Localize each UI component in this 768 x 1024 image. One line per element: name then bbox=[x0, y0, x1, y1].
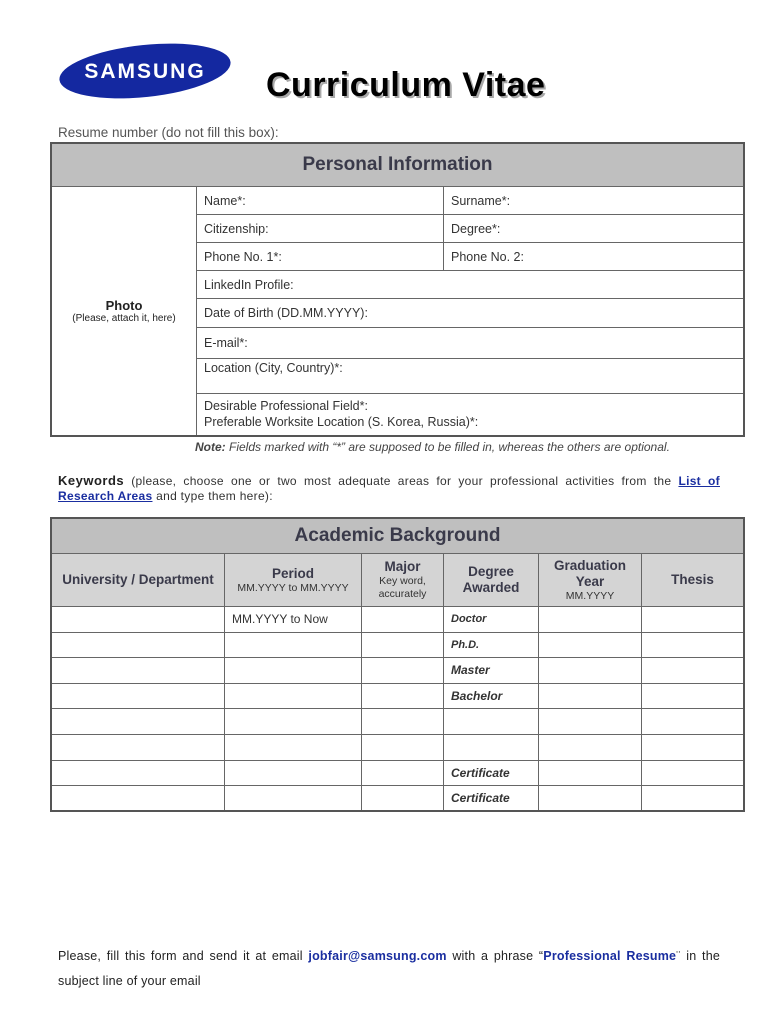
degree-cell[interactable]: Certificate bbox=[444, 786, 539, 812]
degree-cell[interactable]: Bachelor bbox=[444, 683, 539, 709]
col-period: Period MM.YYYY to MM.YYYY bbox=[225, 554, 362, 607]
photo-hint: (Please, attach it, here) bbox=[72, 312, 176, 324]
university-cell[interactable] bbox=[51, 683, 225, 709]
keywords-instructions bbox=[58, 473, 720, 504]
photo-label: Photo bbox=[105, 297, 143, 313]
personal-info-table bbox=[50, 142, 745, 437]
col-major: Major Key word, accurately bbox=[362, 554, 444, 607]
university-cell[interactable] bbox=[51, 632, 225, 658]
footer-text-1: Please, fill this form and send it at email bbox=[58, 949, 309, 963]
major-cell[interactable] bbox=[362, 683, 444, 709]
period-cell[interactable] bbox=[225, 658, 362, 684]
thesis-cell[interactable] bbox=[642, 734, 745, 760]
col-graduation: Graduation Year MM.YYYY bbox=[539, 554, 642, 607]
graduation-cell[interactable] bbox=[539, 632, 642, 658]
footer-text-3: ¨ in the subject line of your email bbox=[58, 949, 720, 988]
degree-cell[interactable]: Certificate bbox=[444, 760, 539, 786]
desirable-field-label: Desirable Professional Field*: bbox=[204, 399, 368, 414]
col-university: University / Department bbox=[51, 554, 225, 607]
period-cell[interactable] bbox=[225, 786, 362, 812]
research-areas-link[interactable]: List of Research Areas bbox=[58, 474, 720, 503]
university-cell[interactable] bbox=[51, 709, 225, 735]
period-cell[interactable] bbox=[225, 734, 362, 760]
period-cell[interactable] bbox=[225, 760, 362, 786]
logo-text: SAMSUNG bbox=[84, 60, 206, 83]
keywords-text-before: (please, choose one or two most adequate areas for your professional activities from the bbox=[124, 474, 679, 488]
personal-info-heading: Personal Information bbox=[51, 143, 744, 187]
graduation-cell[interactable] bbox=[539, 658, 642, 684]
keywords-label: Keywords bbox=[58, 473, 125, 488]
professional-field-cell[interactable] bbox=[197, 394, 745, 436]
major-cell[interactable] bbox=[362, 760, 444, 786]
worksite-location-label: Preferable Worksite Location (S. Korea, Russia)*: bbox=[204, 415, 479, 430]
graduation-cell[interactable] bbox=[539, 760, 642, 786]
university-cell[interactable] bbox=[51, 760, 225, 786]
degree-cell[interactable]: Doctor bbox=[444, 607, 539, 633]
graduation-cell[interactable] bbox=[539, 683, 642, 709]
academic-background-table bbox=[50, 517, 745, 812]
thesis-cell[interactable] bbox=[642, 632, 745, 658]
dob-field[interactable]: Date of Birth (DD.MM.YYYY): bbox=[197, 299, 745, 328]
academic-row bbox=[51, 607, 744, 633]
academic-row bbox=[51, 786, 744, 812]
thesis-cell[interactable] bbox=[642, 683, 745, 709]
degree-field[interactable]: Degree*: bbox=[444, 215, 745, 243]
thesis-cell[interactable] bbox=[642, 760, 745, 786]
note-text: Fields marked with “*” are supposed to be filled in, whereas the others are optional. bbox=[225, 440, 670, 454]
location-field[interactable]: Location (City, Country)*: bbox=[197, 359, 745, 394]
university-cell[interactable] bbox=[51, 607, 225, 633]
resume-number-label: Resume number (do not fill this box): bbox=[58, 125, 279, 140]
academic-row bbox=[51, 709, 744, 735]
degree-cell[interactable]: Master bbox=[444, 658, 539, 684]
academic-heading: Academic Background bbox=[51, 518, 744, 554]
footer-phrase: Professional Resume bbox=[543, 949, 677, 963]
keywords-text-after: and type them here): bbox=[152, 489, 273, 503]
thesis-cell[interactable] bbox=[642, 607, 745, 633]
footer-instructions bbox=[58, 944, 720, 994]
email-field[interactable]: E-mail*: bbox=[197, 328, 745, 359]
col-degree: Degree Awarded bbox=[444, 554, 539, 607]
name-field[interactable]: Name*: bbox=[197, 187, 444, 215]
linkedin-field[interactable]: LinkedIn Profile: bbox=[197, 271, 745, 299]
citizenship-field[interactable]: Citizenship: bbox=[197, 215, 444, 243]
period-cell[interactable] bbox=[225, 683, 362, 709]
page-title: Curriculum Vitae bbox=[266, 66, 546, 104]
academic-row bbox=[51, 683, 744, 709]
major-cell[interactable] bbox=[362, 709, 444, 735]
surname-field[interactable]: Surname*: bbox=[444, 187, 745, 215]
graduation-cell[interactable] bbox=[539, 786, 642, 812]
period-cell[interactable] bbox=[225, 632, 362, 658]
photo-cell[interactable] bbox=[51, 187, 197, 436]
academic-row bbox=[51, 632, 744, 658]
phone1-field[interactable]: Phone No. 1*: bbox=[197, 243, 444, 271]
period-cell[interactable]: MM.YYYY to Now bbox=[225, 607, 362, 633]
graduation-cell[interactable] bbox=[539, 607, 642, 633]
university-cell[interactable] bbox=[51, 658, 225, 684]
academic-rows bbox=[51, 607, 744, 812]
graduation-cell[interactable] bbox=[539, 734, 642, 760]
col-thesis: Thesis bbox=[642, 554, 745, 607]
major-cell[interactable] bbox=[362, 658, 444, 684]
phone2-field[interactable]: Phone No. 2: bbox=[444, 243, 745, 271]
samsung-logo bbox=[57, 42, 233, 100]
academic-row bbox=[51, 734, 744, 760]
degree-cell[interactable] bbox=[444, 709, 539, 735]
footer-text-2: with a phrase “ bbox=[446, 949, 544, 963]
major-cell[interactable] bbox=[362, 734, 444, 760]
thesis-cell[interactable] bbox=[642, 709, 745, 735]
degree-cell[interactable]: Ph.D. bbox=[444, 632, 539, 658]
major-cell[interactable] bbox=[362, 632, 444, 658]
graduation-cell[interactable] bbox=[539, 709, 642, 735]
footer-email[interactable]: jobfair@samsung.com bbox=[308, 949, 447, 963]
university-cell[interactable] bbox=[51, 786, 225, 812]
thesis-cell[interactable] bbox=[642, 658, 745, 684]
major-cell[interactable] bbox=[362, 607, 444, 633]
major-cell[interactable] bbox=[362, 786, 444, 812]
academic-row bbox=[51, 760, 744, 786]
thesis-cell[interactable] bbox=[642, 786, 745, 812]
required-fields-note bbox=[195, 440, 670, 454]
note-label: Note: bbox=[195, 440, 226, 454]
university-cell[interactable] bbox=[51, 734, 225, 760]
degree-cell[interactable] bbox=[444, 734, 539, 760]
academic-row bbox=[51, 658, 744, 684]
period-cell[interactable] bbox=[225, 709, 362, 735]
